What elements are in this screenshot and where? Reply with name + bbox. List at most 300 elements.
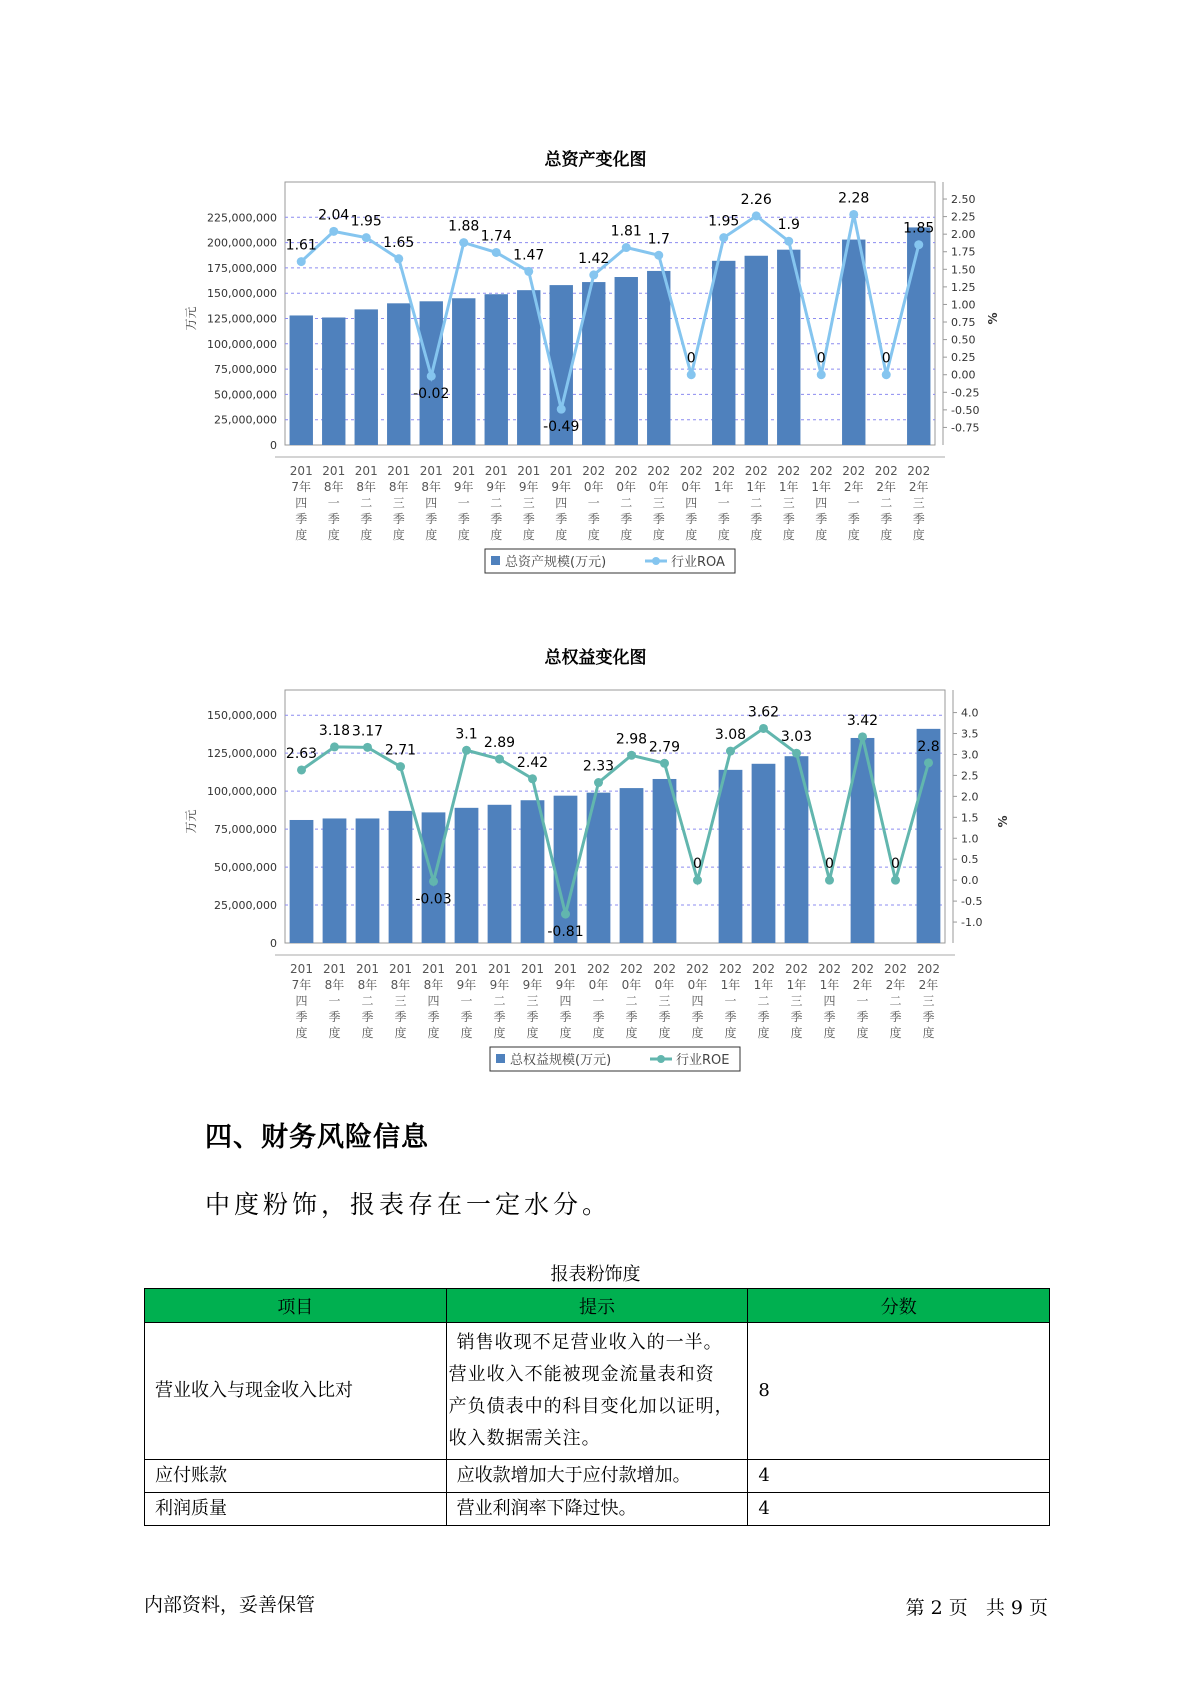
x-tick-label: 一 [460,994,473,1008]
y-tick-label: 25,000,000 [214,899,277,913]
page-total: 9 [1010,1597,1023,1619]
x-tick-label: 0年 [621,978,642,992]
y-tick-label: 125,000,000 [207,312,277,326]
x-tick-label: 2年 [876,480,897,494]
x-tick-label: 季 [592,1010,605,1024]
data-label: 3.42 [846,712,879,729]
data-label: 3.03 [780,729,813,746]
y2-tick-label: 0.0 [961,874,979,888]
x-tick-label: 度 [847,528,860,542]
x-tick-label: 三 [912,496,925,510]
x-tick-label: 三 [782,496,795,510]
x-tick-label: 四 [559,994,572,1008]
data-label: 2.89 [483,735,516,752]
y2-tick-label: 1.0 [961,832,979,846]
y2-tick-label: -0.25 [951,386,980,400]
header-item: 项目 [145,1289,447,1323]
x-tick-label: 202 [712,464,736,478]
bar [653,779,677,943]
line-point [561,910,570,919]
data-label: 1.74 [480,228,512,245]
data-label: -0.49 [543,419,580,436]
x-tick-label: 一 [724,994,737,1008]
x-tick-label: 四 [685,496,698,510]
x-tick-label: 季 [360,512,373,526]
x-tick-label: 9年 [489,978,510,992]
x-tick-label: 四 [691,994,704,1008]
x-tick-label: 8年 [421,480,442,494]
x-tick-label: 度 [922,1026,935,1040]
bar [517,290,540,445]
x-tick-label: 1年 [713,480,734,494]
x-tick-label: 度 [587,528,600,542]
x-tick-label: 季 [847,512,860,526]
bar [356,818,380,943]
line-point [492,248,501,257]
x-tick-label: 201 [521,962,544,976]
bar [290,820,314,943]
x-tick-label: 三 [790,994,803,1008]
x-tick-label: 0年 [588,978,609,992]
x-tick-label: 度 [392,528,405,542]
line-point [858,732,867,741]
data-label: 3.62 [747,704,780,721]
line-point [719,233,728,242]
y-tick-label: 25,000,000 [214,413,277,427]
row-score: 8 [748,1323,1050,1460]
x-tick-label: 度 [685,528,698,542]
y2-tick-label: 3.0 [961,748,979,762]
x-tick-label: 季 [328,1010,341,1024]
data-label: 1.61 [285,237,317,254]
x-tick-label: 度 [457,528,470,542]
x-tick-label: 201 [290,962,313,976]
x-tick-label: 1年 [786,978,807,992]
y2-tick-label: 1.75 [951,245,976,259]
x-tick-label: 季 [625,1010,638,1024]
line-point [924,758,933,767]
line-point [557,405,566,414]
x-tick-label: 季 [717,512,730,526]
x-tick-label: 201 [322,464,346,478]
x-tick-label: 201 [289,464,313,478]
x-tick-label: 2年 [908,480,929,494]
line-point [654,251,663,260]
x-tick-label: 度 [652,528,665,542]
x-tick-label: 0年 [648,480,669,494]
x-tick-label: 201 [488,962,511,976]
x-tick-label: 一 [328,994,341,1008]
x-tick-label: 8年 [356,480,377,494]
x-tick-label: 202 [785,962,808,976]
x-tick-label: 度 [782,528,795,542]
bar [719,770,743,943]
x-tick-label: 四 [295,496,308,510]
legend-line-label: 行业ROE [676,1053,730,1068]
x-tick-label: 度 [559,1026,572,1040]
x-tick-label: 202 [874,464,898,478]
x-tick-label: 季 [587,512,600,526]
x-tick-label: 季 [856,1010,869,1024]
x-tick-label: 201 [549,464,573,478]
x-tick-label: 度 [889,1026,902,1040]
bar [907,227,930,445]
row-item: 营业收入与现金收入比对 [145,1323,447,1460]
x-tick-label: 2年 [885,978,906,992]
bar [355,309,378,445]
header-hint: 提示 [446,1289,748,1323]
line-point [362,233,371,242]
line-point [528,774,537,783]
line-point [693,876,702,885]
x-tick-label: 202 [884,962,907,976]
line-point [687,370,696,379]
x-tick-label: 度 [526,1026,539,1040]
bar [647,271,670,445]
y2-tick-label: 2.25 [951,210,976,224]
x-tick-label: 度 [425,528,438,542]
line-point [792,749,801,758]
line-point [784,237,793,246]
x-tick-label: 季 [522,512,535,526]
table-row [145,1460,1050,1493]
y-tick-label: 100,000,000 [207,785,277,799]
y2-tick-label: 1.00 [951,298,976,312]
y-tick-label: 0 [270,439,277,452]
x-tick-label: 度 [757,1026,770,1040]
data-label: 1.81 [610,223,642,240]
x-tick-label: 202 [587,962,610,976]
x-tick-label: 四 [425,496,438,510]
x-tick-label: 202 [851,962,874,976]
x-tick-label: 1年 [778,480,799,494]
x-tick-label: 季 [880,512,893,526]
x-tick-label: 度 [823,1026,836,1040]
x-tick-label: 季 [620,512,633,526]
data-label: 2.63 [285,745,318,762]
x-tick-label: 二 [757,994,770,1008]
x-tick-label: 度 [620,528,633,542]
plot-frame [285,182,935,445]
x-tick-label: 二 [360,496,373,510]
x-tick-label: 202 [647,464,671,478]
hint-line: 产负债表中的科目变化加以证明， [448,1396,734,1417]
bar [485,294,508,445]
x-tick-label: 8年 [324,978,345,992]
x-tick-label: 度 [592,1026,605,1040]
bar [521,800,545,943]
x-tick-label: 8年 [423,978,444,992]
bar [745,256,768,445]
data-label: 0 [693,856,702,873]
line-point [363,743,372,752]
y2-tick-label: 0.75 [951,316,976,330]
x-tick-label: 二 [493,994,506,1008]
data-label: 1.65 [383,234,415,251]
x-tick-label: 季 [652,512,665,526]
x-tick-label: 二 [750,496,763,510]
x-tick-label: 度 [427,1026,440,1040]
legend-line-marker [652,557,660,565]
x-tick-label: 202 [582,464,606,478]
line-point [849,210,858,219]
bar [554,796,578,943]
x-tick-label: 四 [295,994,308,1008]
page-current: 2 [930,1597,943,1619]
x-tick-label: 季 [490,512,503,526]
y-tick-label: 75,000,000 [214,823,277,837]
page-total-prefix: 共 [985,1597,1005,1619]
x-tick-label: 三 [658,994,671,1008]
y2-tick-label: -0.75 [951,421,980,435]
y-axis-title: 万元 [184,306,198,331]
x-tick-label: 季 [392,512,405,526]
data-label: 3.08 [714,727,747,744]
x-tick-label: 季 [295,1010,308,1024]
line-point [589,270,598,279]
x-tick-label: 度 [724,1026,737,1040]
risk-summary: 中度粉饰，报表存在一定水分。 [205,1190,612,1219]
data-label: 1.88 [448,218,480,235]
x-tick-label: 2年 [918,978,939,992]
x-tick-label: 202 [744,464,768,478]
x-tick-label: 201 [422,962,445,976]
table-row [145,1493,1050,1526]
bar [290,315,313,445]
x-tick-label: 季 [922,1010,935,1024]
x-tick-label: 8年 [390,978,411,992]
x-tick-label: 201 [419,464,443,478]
chart-total-equity [0,678,1191,1098]
data-label: -0.03 [415,891,452,908]
y2-tick-label: 1.25 [951,280,976,294]
x-tick-label: 度 [295,528,308,542]
line-point [622,243,631,252]
x-tick-label: 202 [686,962,709,976]
x-tick-label: 季 [457,512,470,526]
y-tick-label: 100,000,000 [207,337,277,351]
bar [615,277,638,445]
x-tick-label: 度 [295,1026,308,1040]
x-tick-label: 1年 [819,978,840,992]
x-tick-label: 202 [907,464,931,478]
line-point [297,765,306,774]
chart-total-assets [0,180,1191,600]
x-tick-label: 度 [361,1026,374,1040]
data-label: -0.81 [547,924,584,941]
x-tick-label: 季 [782,512,795,526]
y2-tick-label: 2.5 [961,769,979,783]
x-tick-label: 202 [653,962,676,976]
data-label: 1.7 [647,231,670,248]
legend-bar-swatch [496,1054,505,1063]
page-suffix: 页 [1028,1597,1048,1619]
x-tick-label: 201 [389,962,412,976]
x-tick-label: 度 [394,1026,407,1040]
line-point [396,762,405,771]
x-tick-label: 2年 [852,978,873,992]
hint-line: 销售收现不足营业收入的一半。 [456,1332,723,1353]
legend-bar-label: 总权益规模(万元) [510,1053,612,1068]
line-point [594,778,603,787]
x-tick-label: 一 [457,496,470,510]
x-tick-label: 1年 [811,480,832,494]
x-tick-label: 201 [356,962,379,976]
y2-tick-label: 0.5 [961,853,979,867]
x-tick-label: 季 [750,512,763,526]
x-tick-label: 202 [614,464,638,478]
data-label: 3.1 [455,726,478,743]
x-tick-label: 一 [856,994,869,1008]
x-tick-label: 季 [425,512,438,526]
x-tick-label: 202 [752,962,775,976]
x-tick-label: 度 [691,1026,704,1040]
x-tick-label: 二 [880,496,893,510]
line-point [524,267,533,276]
data-label: 3.17 [351,723,384,740]
data-label: 0 [825,856,834,873]
x-tick-label: 季 [327,512,340,526]
x-tick-label: 度 [790,1026,803,1040]
y-tick-label: 0 [270,937,277,950]
data-label: 2.42 [516,754,549,771]
data-label: 1.9 [777,217,800,234]
x-tick-label: 202 [818,962,841,976]
line-point [459,238,468,247]
data-label: 0 [816,350,826,367]
x-tick-label: 度 [493,1026,506,1040]
y2-tick-label: 0.50 [951,333,976,347]
data-label: 2.98 [615,731,648,748]
bar [712,261,735,445]
page-mid: 页 [948,1597,968,1619]
data-label: 2.04 [318,207,350,224]
x-tick-label: 季 [757,1010,770,1024]
data-label: 1.47 [513,247,545,264]
x-tick-label: 三 [922,994,935,1008]
x-tick-label: 201 [554,962,577,976]
line-point [759,724,768,733]
x-tick-label: 9年 [555,978,576,992]
x-tick-label: 2年 [843,480,864,494]
x-tick-label: 三 [392,496,405,510]
x-tick-label: 季 [493,1010,506,1024]
y2-tick-label: 3.5 [961,727,979,741]
line-point [891,876,900,885]
x-tick-label: 季 [724,1010,737,1024]
x-tick-label: 季 [658,1010,671,1024]
y-tick-label: 75,000,000 [214,363,277,377]
legend-bar-label: 总资产规模(万元) [505,555,607,570]
bar [452,298,475,445]
data-label: 2.28 [838,190,870,207]
x-tick-label: 度 [460,1026,473,1040]
y2-tick-label: 2.0 [961,790,979,804]
x-tick-label: 四 [427,994,440,1008]
table-caption: 报表粉饰度 [550,1264,641,1285]
x-tick-label: 0年 [681,480,702,494]
y-tick-label: 225,000,000 [207,211,277,225]
header-score: 分数 [748,1289,1050,1323]
x-tick-label: 202 [917,962,940,976]
x-tick-label: 202 [620,962,643,976]
footer-page-number [903,1593,1051,1620]
x-tick-label: 度 [717,528,730,542]
x-tick-label: 201 [452,464,476,478]
hint-line: 收入数据需关注。 [448,1428,601,1449]
x-tick-label: 季 [823,1010,836,1024]
x-tick-label: 度 [555,528,568,542]
line-point [752,211,761,220]
x-tick-label: 度 [815,528,828,542]
x-tick-label: 9年 [551,480,572,494]
y2-tick-label: -0.5 [961,895,983,909]
line-point [329,227,338,236]
x-tick-label: 8年 [388,480,409,494]
section-heading: 四、财务风险信息 [205,1122,429,1153]
x-tick-label: 季 [691,1010,704,1024]
data-label: 0 [686,350,696,367]
y-tick-label: 150,000,000 [207,709,277,723]
x-tick-label: 9年 [518,480,539,494]
x-tick-label: 9年 [486,480,507,494]
x-tick-label: 季 [361,1010,374,1024]
legend-line-marker [657,1055,665,1063]
chart-title-total-assets: 总资产变化图 [544,150,647,170]
x-tick-label: 201 [387,464,411,478]
x-tick-label: 四 [823,994,836,1008]
legend-bar-swatch [491,556,500,565]
x-tick-label: 1年 [746,480,767,494]
data-label: 2.71 [384,742,417,759]
table-row [145,1323,1050,1460]
y2-axis-title: % [986,312,1000,325]
y2-tick-label: -1.0 [961,916,983,930]
x-tick-label: 9年 [522,978,543,992]
x-tick-label: 季 [815,512,828,526]
x-tick-label: 202 [719,962,742,976]
x-tick-label: 度 [360,528,373,542]
x-tick-label: 一 [847,496,860,510]
line-point [825,876,834,885]
line-point [429,877,438,886]
x-tick-label: 一 [592,994,605,1008]
page-prefix: 第 [905,1597,925,1619]
x-tick-label: 度 [856,1026,869,1040]
x-tick-label: 度 [328,1026,341,1040]
y-axis-title: 万元 [184,809,198,834]
y2-tick-label: 4.0 [961,706,979,720]
x-tick-label: 二 [361,994,374,1008]
row-item: 利润质量 [145,1493,447,1526]
data-label: 1.85 [903,220,935,237]
x-tick-label: 0年 [616,480,637,494]
x-tick-label: 度 [880,528,893,542]
x-tick-label: 201 [354,464,378,478]
x-tick-label: 季 [427,1010,440,1024]
x-tick-label: 三 [522,496,535,510]
bar [389,811,413,943]
x-tick-label: 一 [717,496,730,510]
line-point [427,372,436,381]
y2-tick-label: 2.00 [951,228,976,242]
x-tick-label: 9年 [456,978,477,992]
x-tick-label: 度 [912,528,925,542]
hint-line: 营业收入不能被现金流量表和资 [448,1364,715,1385]
line-point [660,759,669,768]
bar [488,805,512,943]
bar [322,317,345,445]
